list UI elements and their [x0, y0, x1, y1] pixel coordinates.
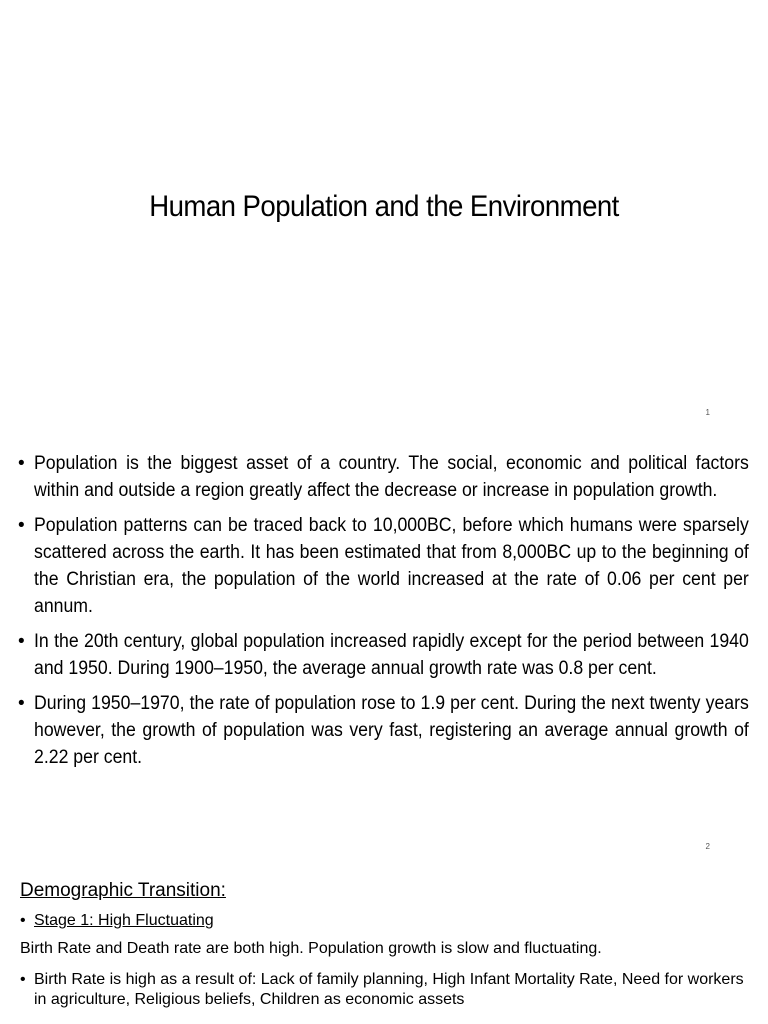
- bullet-text: • Population is the biggest asset of a country. The social, economic and political factors within and outside a region greatly affect the decrease or increase in population growth.: [34, 453, 749, 501]
- bullet-marker: •: [20, 912, 26, 929]
- slide-title: Human Population and the Environment: [149, 190, 619, 223]
- stage-item: [20, 912, 214, 930]
- stage-label: Stage 1: High Fluctuating: [34, 912, 214, 929]
- slide-3: [0, 860, 768, 1024]
- bullet-list: [20, 970, 750, 1018]
- slide-1: [0, 0, 768, 430]
- bullet-item: [18, 450, 749, 504]
- bullet-list: [18, 450, 749, 779]
- slide-number: 2: [705, 842, 710, 851]
- section-heading: Demographic Transition:: [20, 880, 226, 901]
- bullet-item: [18, 628, 749, 682]
- bullet-item: [18, 512, 749, 620]
- bullet-item: • Birth Rate is high as a result of: Lack of family planning, High Infant Mortality Rate, Need for workers in agriculture, Religious beliefs, Children as economic assets: [20, 970, 750, 1010]
- slide-2: [0, 430, 768, 860]
- paragraph: Birth Rate and Death rate are both high. Population growth is slow and fluctuating.: [20, 940, 602, 957]
- bullet-item: [18, 690, 749, 771]
- bullet-text: • Population patterns can be traced back to 10,000BC, before which humans were sparsely scattered across the earth. It has been estimated that from 8,000BC up to the beginning of the Christian era, the population of the world increased at the rate of 0.06 per cent per annum.: [34, 515, 749, 617]
- bullet-text: • In the 20th century, global population increased rapidly except for the period between 1940 and 1950. During 1900–1950, the average annual growth rate was 0.8 per cent.: [34, 631, 749, 679]
- slide-number: 1: [705, 408, 710, 417]
- bullet-text: • During 1950–1970, the rate of population rose to 1.9 per cent. During the next twenty years however, the growth of population was very fast, registering an average annual growth of 2.22 per cent.: [34, 693, 749, 768]
